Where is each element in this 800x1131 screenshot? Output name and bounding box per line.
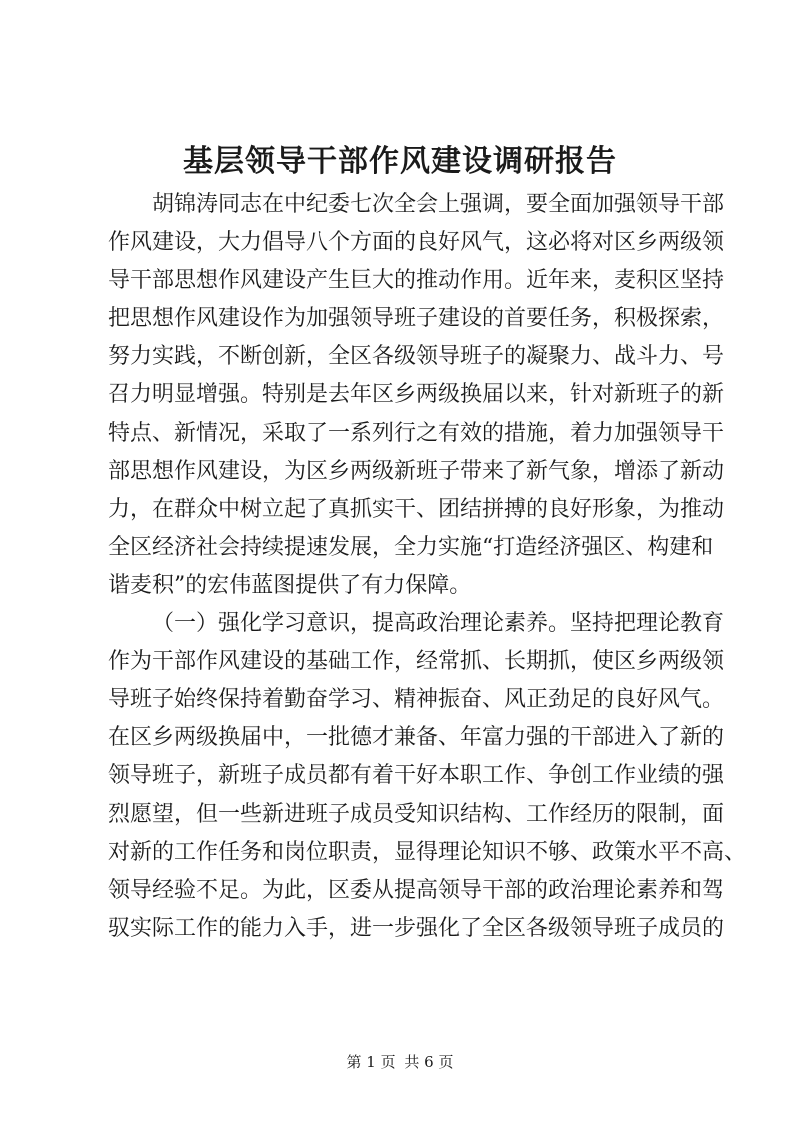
text-line: 特点、新情况，采取了一系列行之有效的措施，着力加强领导干: [108, 420, 725, 446]
text-line: 全区经济社会持续提速发展，全力实施“打造经济强区、构建和: [108, 534, 714, 560]
text-line: （一）强化学习意识，提高政治理论素养。坚持把理论教育: [152, 611, 725, 637]
document-body: [108, 186, 747, 948]
text-line: 在区乡两级换届中，一批德才兼备、年富力强的干部进入了新的: [108, 725, 725, 751]
text-line: 领导经验不足。为此，区委从提高领导干部的政治理论素养和驾: [108, 877, 725, 903]
page-number: 第 1 页: [346, 1053, 396, 1071]
text-line: 谐麦积”的宏伟蓝图提供了有力保障。: [108, 572, 472, 598]
text-line: 烈愿望，但一些新进班子成员受知识结构、工作经历的限制，面: [108, 801, 725, 827]
page-total: 共 6 页: [404, 1053, 454, 1071]
text-line: 把思想作风建设作为加强领导班子建设的首要任务，积极探索，: [108, 306, 725, 332]
page-footer: [0, 1051, 800, 1073]
document-title: 基层领导干部作风建设调研报告: [183, 144, 617, 179]
text-line: 力，在群众中树立起了真抓实干、团结拼搏的良好形象，为推动: [108, 496, 725, 522]
paragraph-section-one: [108, 605, 747, 948]
text-line: 努力实践，不断创新，全区各级领导班子的凝聚力、战斗力、号: [108, 344, 725, 370]
text-line: 作为干部作风建设的基础工作，经常抓、长期抓，使区乡两级领: [108, 649, 725, 675]
text-line: 召力明显增强。特别是去年区乡两级换届以来，针对新班子的新: [108, 382, 725, 408]
text-line: 驭实际工作的能力入手，进一步强化了全区各级领导班子成员的: [108, 915, 725, 941]
text-line: 部思想作风建设，为区乡两级新班子带来了新气象，增添了新动: [108, 458, 725, 484]
text-line: 导班子始终保持着勤奋学习、精神振奋、风正劲足的良好风气。: [108, 687, 725, 713]
text-line: 领导班子，新班子成员都有着干好本职工作、争创工作业绩的强: [108, 763, 725, 789]
paragraph-intro: [108, 186, 725, 605]
text-line: 对新的工作任务和岗位职责，显得理论知识不够、政策水平不高、: [108, 839, 747, 865]
text-line: 胡锦涛同志在中纪委七次全会上强调，要全面加强领导干部: [152, 192, 725, 217]
text-line: 作风建设，大力倡导八个方面的良好风气，这必将对区乡两级领: [108, 230, 725, 256]
text-line: 导干部思想作风建设产生巨大的推动作用。近年来，麦积区坚持: [108, 268, 725, 294]
